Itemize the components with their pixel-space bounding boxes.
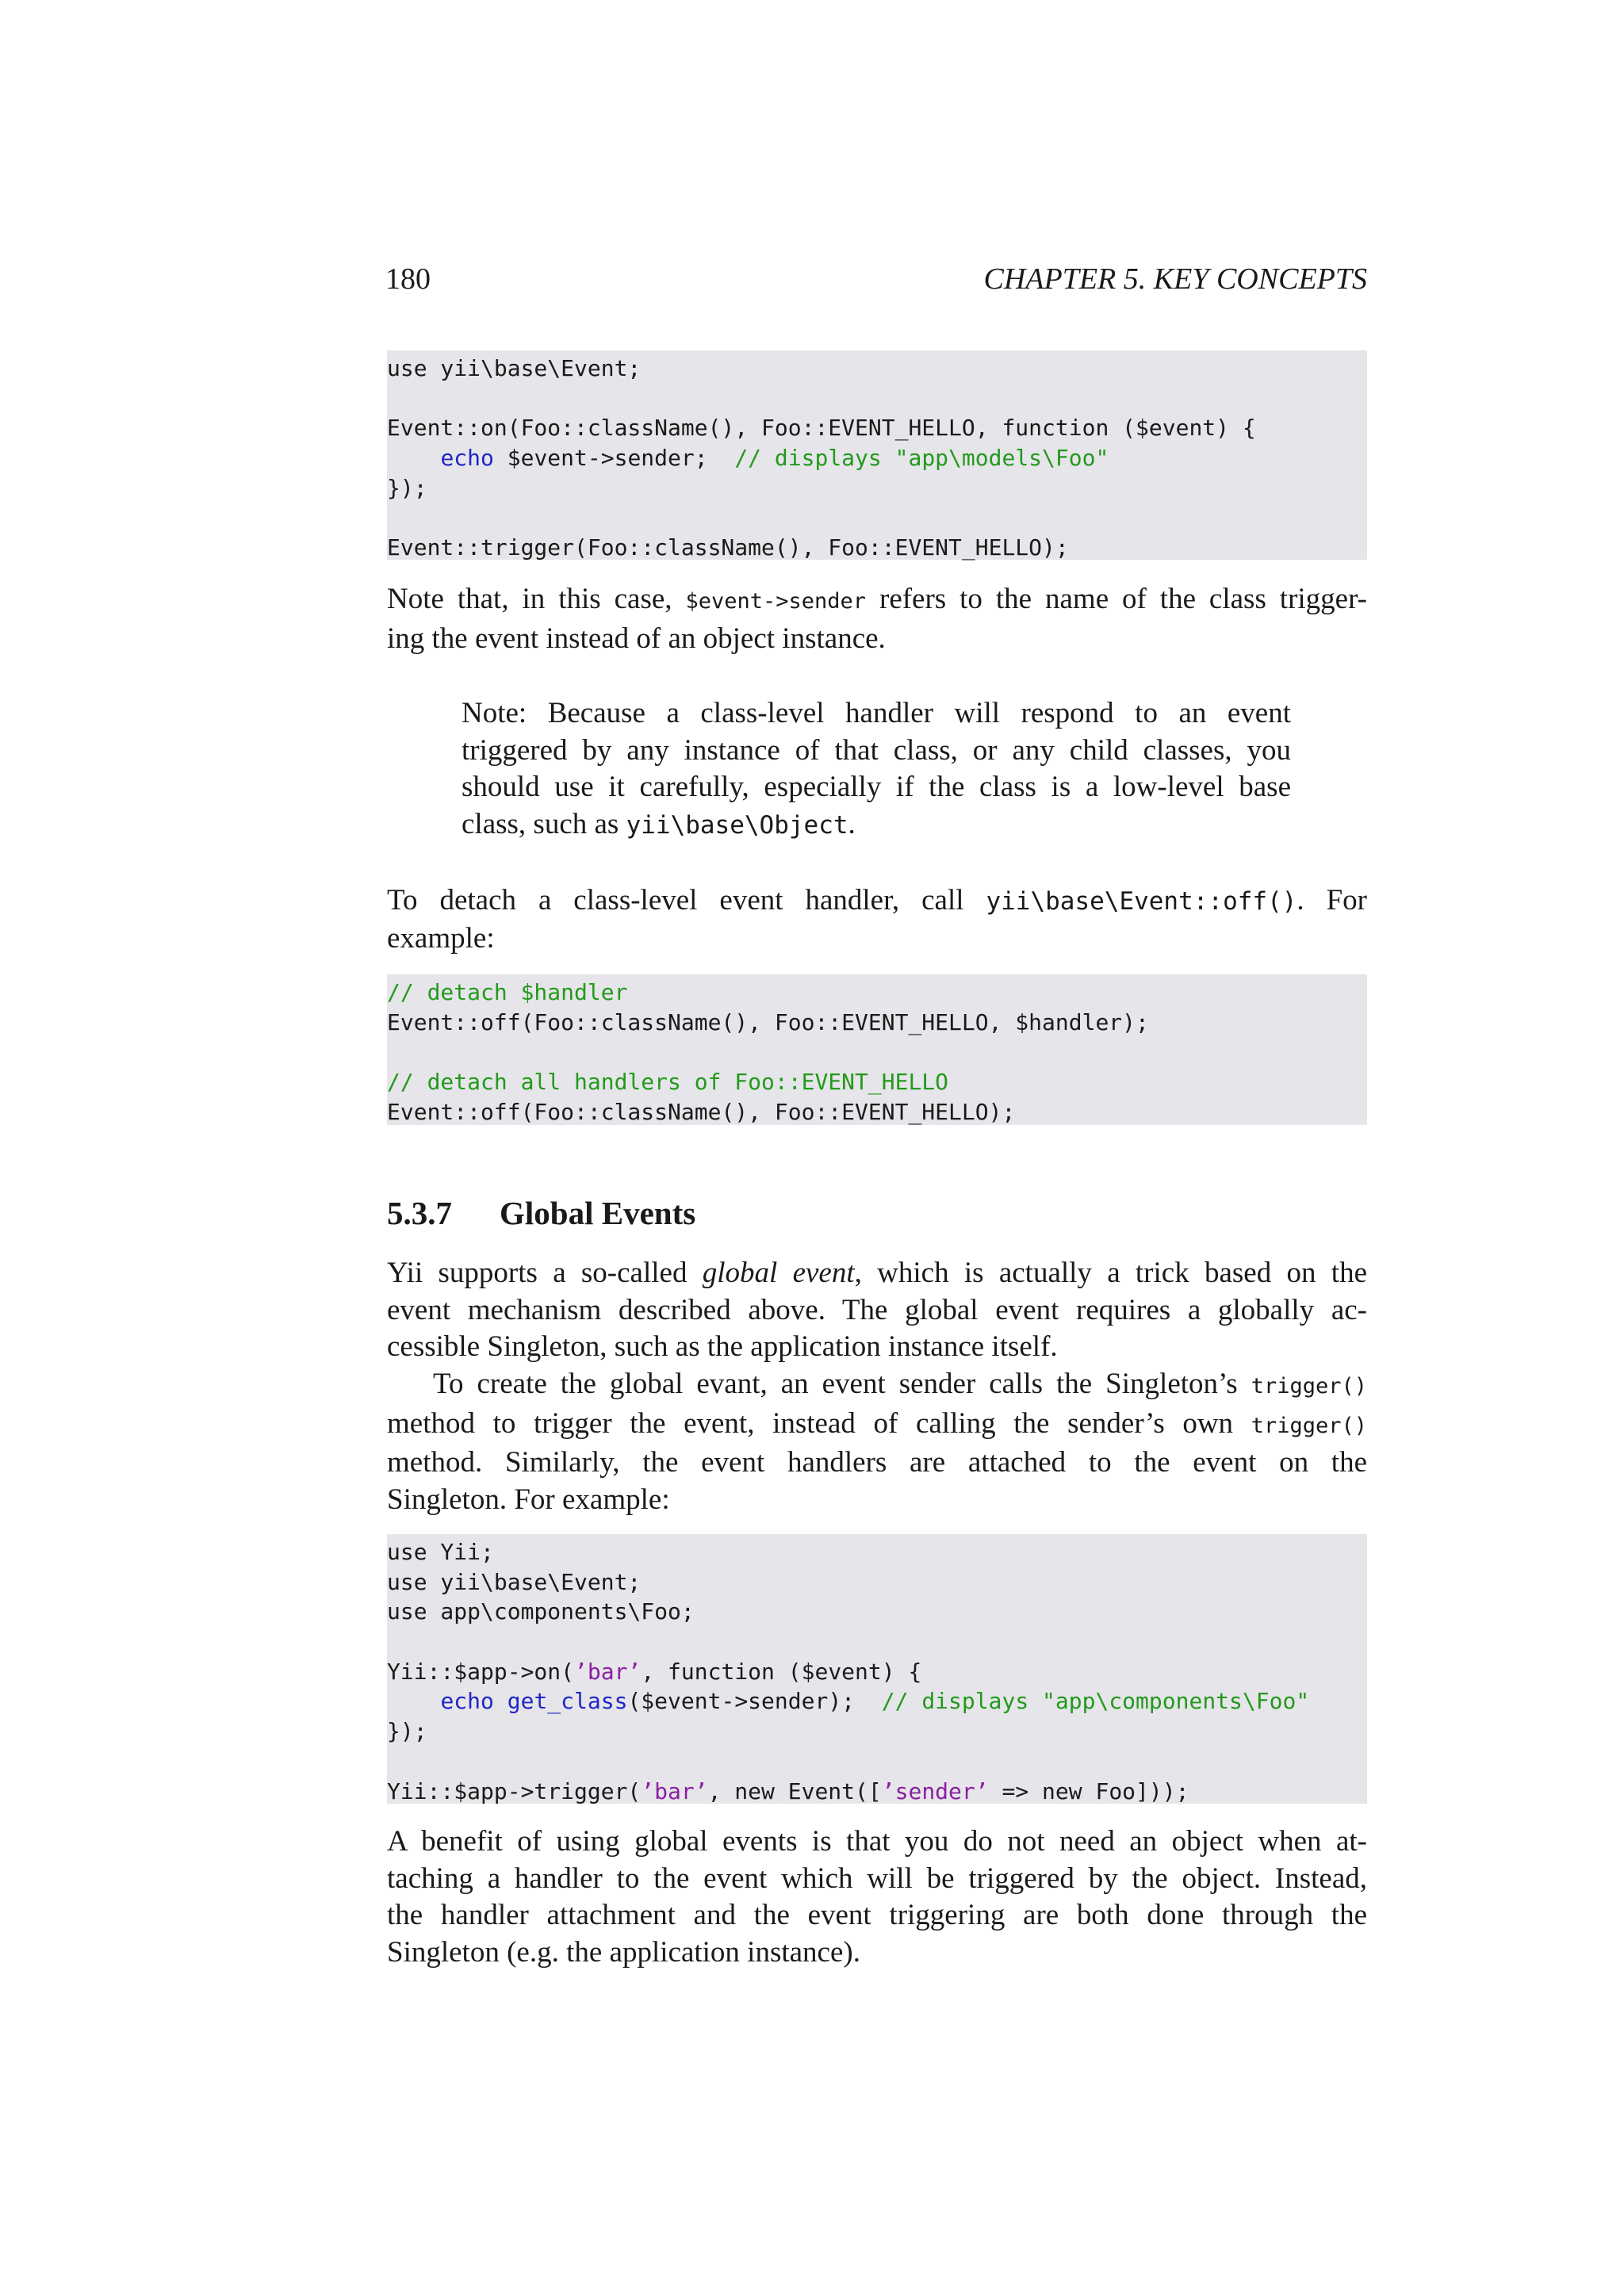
code-string: ’bar’ <box>574 1658 642 1685</box>
code-line-blank <box>387 1747 1367 1777</box>
code-line: use yii\base\Event; <box>387 1568 642 1595</box>
inline-code: yii\base\Event::off() <box>986 887 1297 916</box>
code-line: use yii\base\Event; <box>387 355 642 381</box>
code-text: => new Foo])); <box>988 1777 1189 1804</box>
code-block-event-on <box>387 350 1367 560</box>
code-text: $event->sender; <box>493 445 735 472</box>
text-run: Yii supports a so-called <box>387 1257 703 1289</box>
inline-code: $event->sender <box>685 589 867 614</box>
text-line: method. Similarly, the event handlers are attached to the event on the <box>387 1446 1367 1479</box>
section-heading <box>387 1193 695 1233</box>
code-line-blank <box>387 1037 1367 1067</box>
code-text: Yii::$app->trigger( <box>387 1777 642 1804</box>
text-line <box>387 1366 1367 1406</box>
text-run: To detach a class-level event handler, call <box>387 884 986 916</box>
text-line: Singleton (e.g. the application instance). <box>387 1935 860 1969</box>
code-line-blank <box>387 503 1367 533</box>
code-comment: // displays "app\components\Foo" <box>881 1688 1310 1715</box>
text-line: example: <box>387 921 495 955</box>
note-line: Note: Because a class-level handler will respond to an event <box>462 697 1291 729</box>
code-line <box>387 443 1367 473</box>
code-string: ’bar’ <box>641 1777 708 1804</box>
text-line: A benefit of using global events is that you do not need an object when at- <box>387 1825 1367 1858</box>
emphasis: global event <box>702 1257 855 1289</box>
code-line <box>387 1657 1367 1687</box>
code-keyword: get_class <box>507 1688 628 1715</box>
section-number: 5.3.7 <box>387 1195 452 1231</box>
text-line: Singleton. For example: <box>387 1483 670 1516</box>
text-run: method to trigger the event, instead of calling the sender’s own <box>387 1406 1251 1440</box>
paragraph-global-event-intro <box>387 1255 1367 1366</box>
code-keyword: echo <box>440 445 494 472</box>
text-line: cessible Singleton, such as the application instance itself. <box>387 1330 1058 1363</box>
code-keyword: echo <box>440 1688 494 1715</box>
inline-code: trigger() <box>1251 1413 1367 1438</box>
note-line: triggered by any instance of that class, or any child classes, you <box>462 733 1291 767</box>
text-line: taching a handler to the event which will be triggered by the object. Instead, <box>387 1862 1367 1895</box>
code-text: , new Event([ <box>707 1777 882 1804</box>
code-line: Event::off(Foo::className(), Foo::EVENT_HELLO, $handler); <box>387 1008 1149 1035</box>
inline-code: trigger() <box>1251 1374 1367 1399</box>
page-number: 180 <box>385 262 431 296</box>
code-line: Event::off(Foo::className(), Foo::EVENT_HELLO); <box>387 1098 1016 1125</box>
note-line: should use it carefully, especially if the class is a low-level base <box>462 771 1291 803</box>
section-title: Global Events <box>500 1195 696 1231</box>
paragraph-global-event-benefit <box>387 1823 1367 1971</box>
code-block-event-off <box>387 974 1367 1125</box>
text-line <box>387 1255 1367 1292</box>
code-string: ’sender’ <box>881 1777 989 1804</box>
text-line <box>387 581 1367 621</box>
code-line: }); <box>387 1718 427 1745</box>
code-text <box>494 1688 508 1714</box>
text-line <box>387 1406 1367 1445</box>
code-line <box>387 1777 1367 1807</box>
code-indent <box>387 445 440 471</box>
code-text: Yii::$app->on( <box>387 1658 575 1685</box>
code-line: Event::on(Foo::className(), Foo::EVENT_HELLO, function ($event) { <box>387 415 1256 442</box>
text-run: . For <box>1297 884 1367 916</box>
code-line: }); <box>387 474 427 501</box>
code-comment: // detach $handler <box>387 979 628 1005</box>
inline-code: yii\base\Object <box>626 810 848 840</box>
code-text: ($event->sender); <box>627 1688 882 1715</box>
code-block-global-event <box>387 1534 1367 1804</box>
paragraph-global-event-create <box>387 1366 1367 1518</box>
text-line: event mechanism described above. The global event requires a globally ac- <box>387 1293 1367 1326</box>
note-block <box>462 695 1291 844</box>
code-line-blank <box>387 1627 1367 1657</box>
code-text: , function ($event) { <box>641 1658 922 1685</box>
text-run: . <box>848 807 856 840</box>
code-line: use Yii; <box>387 1539 494 1565</box>
text-line: ing the event instead of an object instance. <box>387 622 886 655</box>
paragraph-sender-note <box>387 581 1367 657</box>
code-line-blank <box>387 384 1367 414</box>
code-line: Event::trigger(Foo::className(), Foo::EVENT_HELLO); <box>387 534 1069 561</box>
code-indent <box>387 1688 440 1714</box>
running-title: CHAPTER 5. KEY CONCEPTS <box>983 262 1367 296</box>
code-comment: // detach all handlers of Foo::EVENT_HELLO <box>387 1069 949 1096</box>
text-run: Note that, in this case, <box>387 583 686 615</box>
code-line <box>387 1686 1367 1716</box>
text-run: , which is actually a trick based on the <box>854 1257 1367 1289</box>
code-line: use app\components\Foo; <box>387 1598 695 1625</box>
code-comment: // displays "app\models\Foo" <box>734 445 1109 472</box>
text-run: To create the global evant, an event sender calls the Singleton’s <box>433 1368 1251 1400</box>
text-run: class, such as <box>462 807 626 840</box>
text-line <box>387 882 1367 920</box>
note-line <box>462 806 1291 844</box>
text-line: the handler attachment and the event triggering are both done through the <box>387 1899 1367 1931</box>
text-run: refers to the name of the class trigger- <box>866 583 1367 615</box>
paragraph-detach <box>387 882 1367 957</box>
